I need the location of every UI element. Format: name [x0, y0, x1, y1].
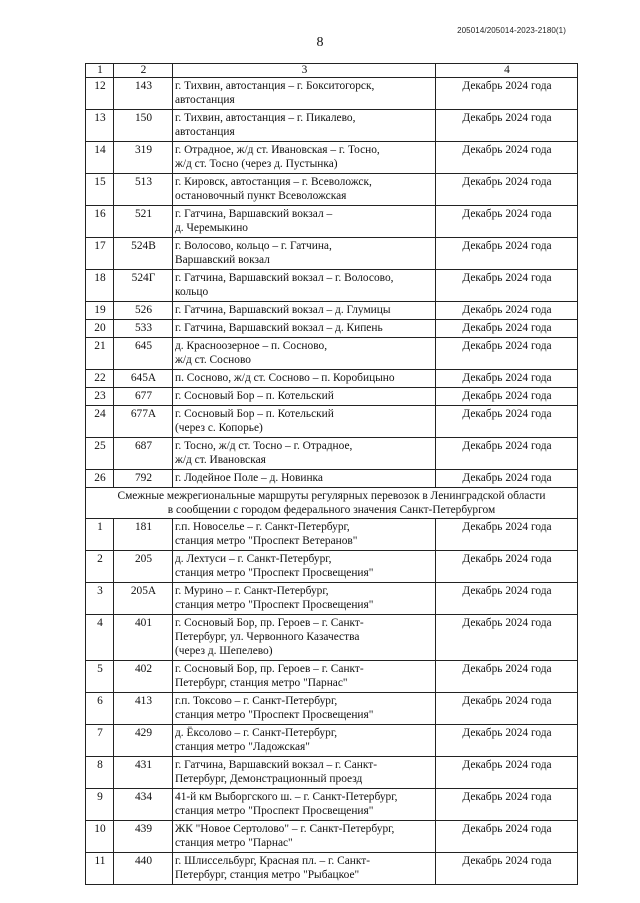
- table-row: [86, 302, 578, 320]
- route-description: [173, 388, 436, 406]
- launch-date: Декабрь 2024 года: [436, 725, 578, 757]
- row-number: 4: [86, 615, 114, 661]
- column-header: 4: [436, 64, 578, 78]
- table-row: [86, 406, 578, 438]
- row-number: 17: [86, 238, 114, 270]
- description-line: г.п. Токсово – г. Санкт-Петербург,: [175, 695, 338, 707]
- route-number: 440: [114, 853, 173, 885]
- description-line: г. Тосно, ж/д ст. Тосно – г. Отрадное,: [175, 440, 353, 452]
- route-description: [173, 821, 436, 853]
- row-number: 2: [86, 551, 114, 583]
- launch-date: Декабрь 2024 года: [436, 174, 578, 206]
- description-line: ж/д ст. Ивановская: [175, 454, 266, 466]
- launch-date: Декабрь 2024 года: [436, 583, 578, 615]
- table-row: [86, 615, 578, 661]
- column-header: 1: [86, 64, 114, 78]
- description-line: станция метро "Ладожская": [175, 741, 310, 753]
- description-line: (через д. Шепелево): [175, 645, 273, 657]
- description-line: д. Черемыкино: [175, 222, 248, 234]
- description-line: станция метро "Парнас": [175, 837, 293, 849]
- route-number: 319: [114, 142, 173, 174]
- description-line: г. Сосновый Бор, пр. Героев – г. Санкт-: [175, 617, 364, 629]
- launch-date: Декабрь 2024 года: [436, 270, 578, 302]
- launch-date: Декабрь 2024 года: [436, 661, 578, 693]
- section-title-line: в сообщении с городом федерального значения Санкт-Петербургом: [167, 504, 496, 516]
- row-number: 7: [86, 725, 114, 757]
- route-description: [173, 438, 436, 470]
- table-row: [86, 789, 578, 821]
- route-description: [173, 174, 436, 206]
- column-header: 3: [173, 64, 436, 78]
- launch-date: Декабрь 2024 года: [436, 470, 578, 488]
- row-number: 6: [86, 693, 114, 725]
- route-description: [173, 78, 436, 110]
- route-description: [173, 615, 436, 661]
- description-line: п. Сосново, ж/д ст. Сосново – п. Коробицыно: [175, 372, 395, 384]
- row-number: 8: [86, 757, 114, 789]
- description-line: г. Гатчина, Варшавский вокзал – д. Кипень: [175, 322, 383, 334]
- table-row: [86, 142, 578, 174]
- launch-date: Декабрь 2024 года: [436, 406, 578, 438]
- table-row: [86, 725, 578, 757]
- route-number: 521: [114, 206, 173, 238]
- row-number: 24: [86, 406, 114, 438]
- description-line: д. Ёксолово – г. Санкт-Петербург,: [175, 727, 338, 739]
- description-line: ЖК "Новое Сертолово" – г. Санкт-Петербург,: [175, 823, 395, 835]
- route-description: [173, 661, 436, 693]
- description-line: г. Тихвин, автостанция – г. Бокситогорск,: [175, 80, 375, 92]
- route-number: 524Г: [114, 270, 173, 302]
- section-title: [86, 488, 578, 519]
- table-row: [86, 519, 578, 551]
- route-description: [173, 470, 436, 488]
- route-number: 413: [114, 693, 173, 725]
- route-number: 181: [114, 519, 173, 551]
- description-line: автостанция: [175, 126, 235, 138]
- table-row: [86, 206, 578, 238]
- description-line: г. Мурино – г. Санкт-Петербург,: [175, 585, 329, 597]
- page-number: 8: [316, 35, 324, 50]
- launch-date: Декабрь 2024 года: [436, 693, 578, 725]
- description-line: г. Отрадное, ж/д ст. Ивановская – г. Тосно,: [175, 144, 380, 156]
- description-line: Варшавский вокзал: [175, 254, 270, 266]
- table-row: [86, 370, 578, 388]
- row-number: 20: [86, 320, 114, 338]
- launch-date: Декабрь 2024 года: [436, 388, 578, 406]
- route-number: 524В: [114, 238, 173, 270]
- table-row: [86, 238, 578, 270]
- launch-date: Декабрь 2024 года: [436, 853, 578, 885]
- launch-date: Декабрь 2024 года: [436, 206, 578, 238]
- description-line: станция метро "Проспект Просвещения": [175, 599, 374, 611]
- route-description: [173, 320, 436, 338]
- route-number: 526: [114, 302, 173, 320]
- route-description: [173, 725, 436, 757]
- description-line: г. Сосновый Бор – п. Котельский: [175, 408, 334, 420]
- launch-date: Декабрь 2024 года: [436, 338, 578, 370]
- route-number: 513: [114, 174, 173, 206]
- row-number: 18: [86, 270, 114, 302]
- table-row: [86, 438, 578, 470]
- row-number: 23: [86, 388, 114, 406]
- route-number: 792: [114, 470, 173, 488]
- description-line: д. Красноозерное – п. Сосново,: [175, 340, 328, 352]
- row-number: 5: [86, 661, 114, 693]
- route-description: [173, 789, 436, 821]
- description-line: г. Волосово, кольцо – г. Гатчина,: [175, 240, 332, 252]
- header-row: [86, 64, 578, 78]
- launch-date: Декабрь 2024 года: [436, 551, 578, 583]
- route-number: 402: [114, 661, 173, 693]
- table-row: [86, 270, 578, 302]
- description-line: остановочный пункт Всеволожская: [175, 190, 347, 202]
- column-header: 2: [114, 64, 173, 78]
- route-description: [173, 693, 436, 725]
- route-number: 143: [114, 78, 173, 110]
- description-line: станция метро "Проспект Просвещения": [175, 567, 374, 579]
- route-number: 533: [114, 320, 173, 338]
- description-line: г. Гатчина, Варшавский вокзал – г. Санкт-: [175, 759, 378, 771]
- route-description: [173, 338, 436, 370]
- route-number: 645: [114, 338, 173, 370]
- launch-date: Декабрь 2024 года: [436, 238, 578, 270]
- description-line: г. Лодейное Поле – д. Новинка: [175, 472, 323, 484]
- launch-date: Декабрь 2024 года: [436, 110, 578, 142]
- row-number: 9: [86, 789, 114, 821]
- table-row: [86, 821, 578, 853]
- description-line: г. Тихвин, автостанция – г. Пикалево,: [175, 112, 356, 124]
- route-number: 205А: [114, 583, 173, 615]
- route-description: [173, 519, 436, 551]
- table-row: [86, 661, 578, 693]
- table-row: [86, 757, 578, 789]
- route-description: [173, 370, 436, 388]
- route-description: [173, 551, 436, 583]
- table-row: [86, 551, 578, 583]
- route-number: 150: [114, 110, 173, 142]
- route-description: [173, 142, 436, 174]
- route-number: 687: [114, 438, 173, 470]
- description-line: Петербург, станция метро "Рыбацкое": [175, 869, 360, 881]
- route-description: [173, 853, 436, 885]
- description-line: д. Лехтуси – г. Санкт-Петербург,: [175, 553, 332, 565]
- description-line: Петербург, ул. Червонного Казачества: [175, 631, 360, 643]
- launch-date: Декабрь 2024 года: [436, 615, 578, 661]
- row-number: 25: [86, 438, 114, 470]
- table-row: [86, 583, 578, 615]
- table-row: [86, 693, 578, 725]
- launch-date: Декабрь 2024 года: [436, 789, 578, 821]
- route-number: 434: [114, 789, 173, 821]
- description-line: кольцо: [175, 286, 209, 298]
- description-line: 41-й км Выборгского ш. – г. Санкт-Петербург,: [175, 791, 398, 803]
- row-number: 11: [86, 853, 114, 885]
- row-number: 19: [86, 302, 114, 320]
- route-number: 401: [114, 615, 173, 661]
- description-line: станция метро "Проспект Просвещения": [175, 805, 374, 817]
- description-line: ж/д ст. Сосново: [175, 354, 251, 366]
- route-number: 429: [114, 725, 173, 757]
- description-line: г. Гатчина, Варшавский вокзал – г. Волосово,: [175, 272, 394, 284]
- launch-date: Декабрь 2024 года: [436, 302, 578, 320]
- route-description: [173, 110, 436, 142]
- description-line: автостанция: [175, 94, 235, 106]
- route-number: 645А: [114, 370, 173, 388]
- description-line: станция метро "Проспект Просвещения": [175, 709, 374, 721]
- route-number: 677А: [114, 406, 173, 438]
- row-number: 14: [86, 142, 114, 174]
- row-number: 22: [86, 370, 114, 388]
- description-line: станция метро "Проспект Ветеранов": [175, 535, 358, 547]
- description-line: г. Сосновый Бор – п. Котельский: [175, 390, 334, 402]
- route-description: [173, 302, 436, 320]
- route-description: [173, 406, 436, 438]
- table-row: [86, 388, 578, 406]
- table-row: [86, 470, 578, 488]
- description-line: Петербург, Демонстрационный проезд: [175, 773, 363, 785]
- row-number: 15: [86, 174, 114, 206]
- description-line: г. Сосновый Бор, пр. Героев – г. Санкт-: [175, 663, 364, 675]
- launch-date: Декабрь 2024 года: [436, 757, 578, 789]
- description-line: г. Гатчина, Варшавский вокзал – д. Глумицы: [175, 304, 391, 316]
- launch-date: Декабрь 2024 года: [436, 142, 578, 174]
- description-line: г. Кировск, автостанция – г. Всеволожск,: [175, 176, 372, 188]
- launch-date: Декабрь 2024 года: [436, 78, 578, 110]
- launch-date: Декабрь 2024 года: [436, 320, 578, 338]
- description-line: г.п. Новоселье – г. Санкт-Петербург,: [175, 521, 350, 533]
- section-header-row: [86, 488, 578, 519]
- table-row: [86, 78, 578, 110]
- table-row: [86, 110, 578, 142]
- description-line: г. Шлиссельбург, Красная пл. – г. Санкт-: [175, 855, 371, 867]
- route-description: [173, 206, 436, 238]
- section-title-line: Смежные межрегиональные маршруты регулярных перевозок в Ленинградской области: [117, 490, 546, 502]
- row-number: 13: [86, 110, 114, 142]
- description-line: (через с. Копорье): [175, 422, 263, 434]
- description-line: г. Гатчина, Варшавский вокзал –: [175, 208, 333, 220]
- description-line: ж/д ст. Тосно (через д. Пустынка): [175, 158, 338, 170]
- route-description: [173, 270, 436, 302]
- table-row: [86, 338, 578, 370]
- route-description: [173, 238, 436, 270]
- route-description: [173, 757, 436, 789]
- route-number: 677: [114, 388, 173, 406]
- row-number: 1: [86, 519, 114, 551]
- row-number: 21: [86, 338, 114, 370]
- launch-date: Декабрь 2024 года: [436, 438, 578, 470]
- row-number: 16: [86, 206, 114, 238]
- launch-date: Декабрь 2024 года: [436, 370, 578, 388]
- table-row: [86, 320, 578, 338]
- row-number: 26: [86, 470, 114, 488]
- launch-date: Декабрь 2024 года: [436, 519, 578, 551]
- route-number: 431: [114, 757, 173, 789]
- row-number: 12: [86, 78, 114, 110]
- row-number: 10: [86, 821, 114, 853]
- route-number: 439: [114, 821, 173, 853]
- launch-date: Декабрь 2024 года: [436, 821, 578, 853]
- route-description: [173, 583, 436, 615]
- routes-table: [85, 63, 578, 885]
- document-id: 205014/205014-2023-2180(1): [457, 26, 566, 35]
- description-line: Петербург, станция метро "Парнас": [175, 677, 348, 689]
- row-number: 3: [86, 583, 114, 615]
- route-number: 205: [114, 551, 173, 583]
- table-row: [86, 853, 578, 885]
- table-row: [86, 174, 578, 206]
